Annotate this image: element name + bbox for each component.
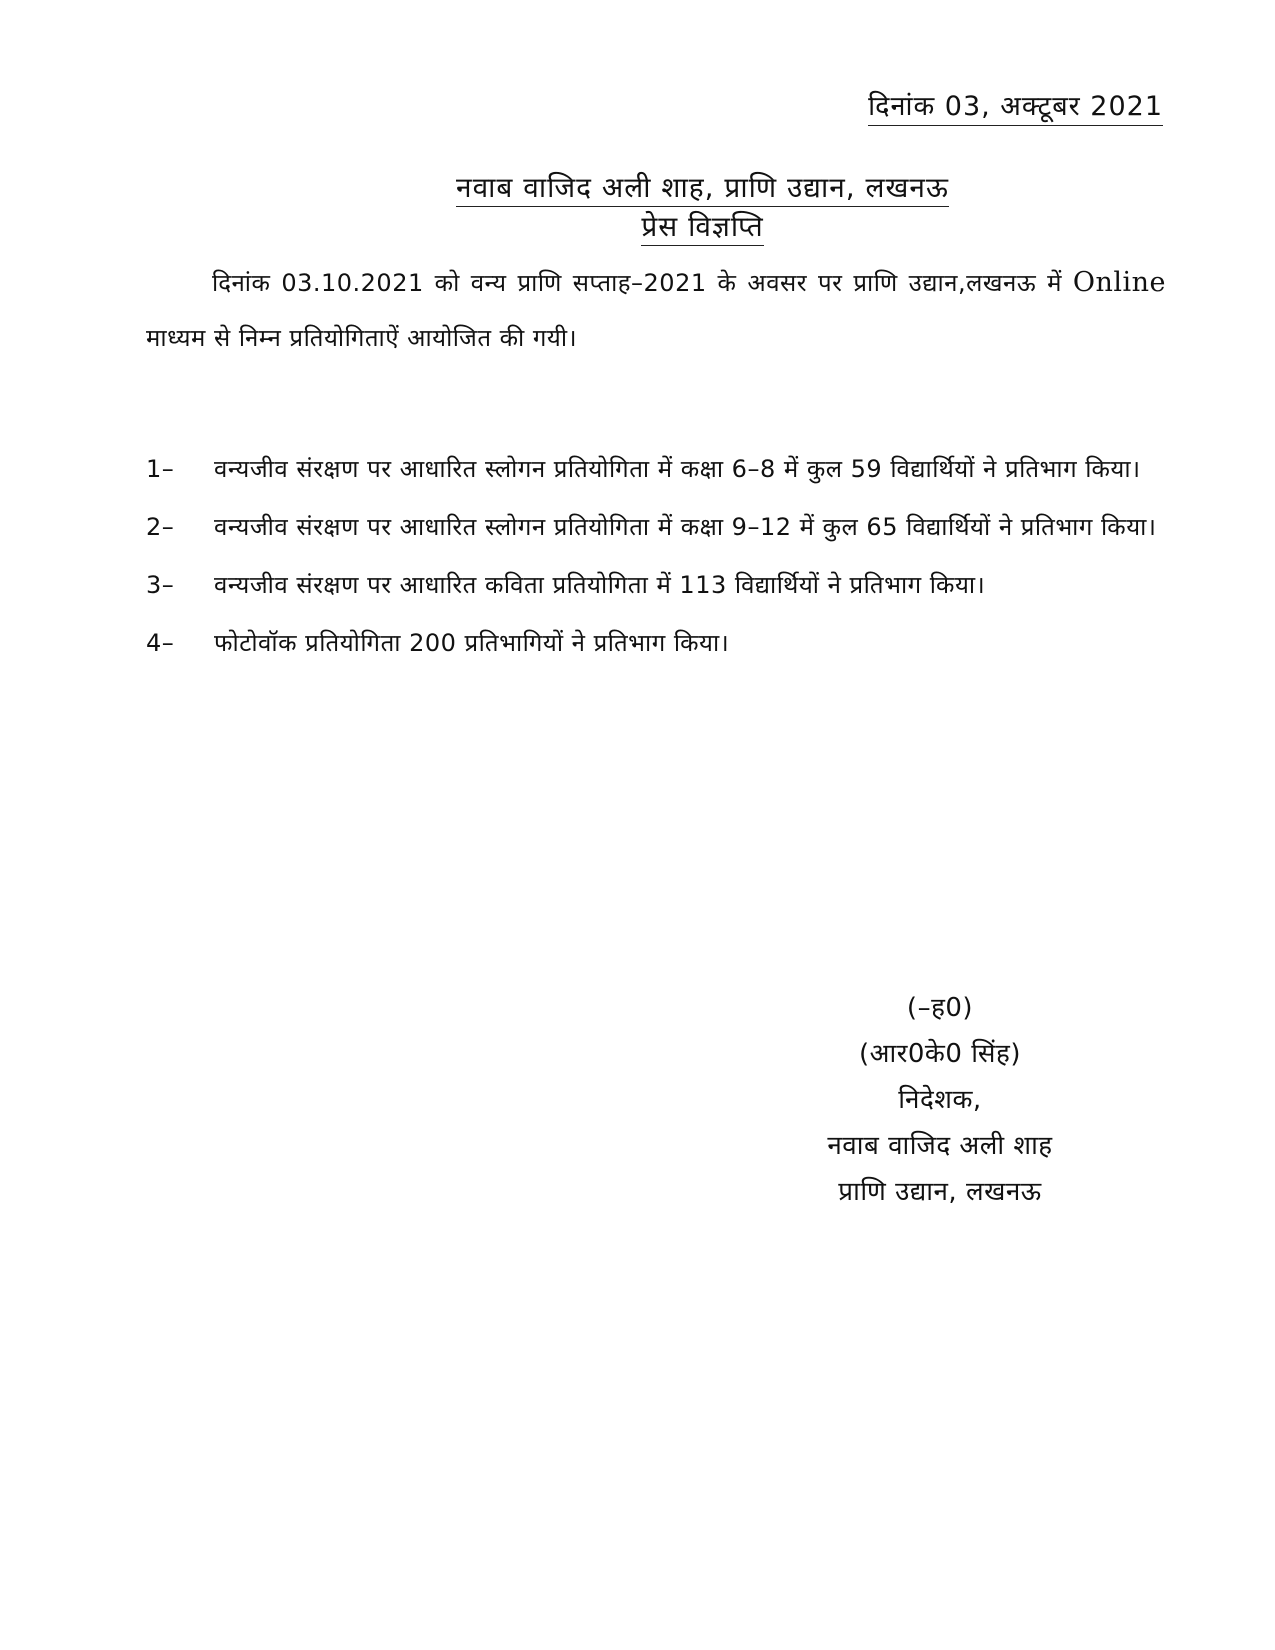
list-item-number: 3– [146,571,175,599]
signatory-org-line1: नवाब वाजिद अली शाह [827,1131,1053,1161]
list-item-number: 2– [146,513,175,541]
signatory-org-line2: प्राणि उद्यान, लखनऊ [838,1177,1042,1207]
list-item-number: 4– [146,629,175,657]
organization-heading: नवाब वाजिद अली शाह, प्राणि उद्यान, लखनऊ [456,172,949,207]
competition-list [146,440,1166,672]
subheading-wrap [0,211,1275,246]
signature-block [760,985,1120,1215]
list-item [146,440,1166,498]
list-item-text: वन्यजीव संरक्षण पर आधारित स्लोगन प्रतियोगिता में कक्षा 6–8 में कुल 59 विद्यार्थियों ने प्रतिभाग किया। [214,455,1141,483]
list-item [146,556,1166,614]
heading-block [0,172,1275,246]
intro-paragraph [146,255,1166,366]
press-release-title: प्रेस विज्ञप्ति [641,211,763,246]
intro-online-word: Online [1072,267,1166,298]
list-item [146,498,1166,556]
list-item [146,614,1166,672]
intro-text-before: दिनांक 03.10.2021 को वन्य प्राणि सप्ताह–2021 के अवसर पर प्राणि उद्यान,लखनऊ में [212,269,1073,297]
signatory-designation: निदेशक, [898,1085,982,1115]
list-item-text: वन्यजीव संरक्षण पर आधारित स्लोगन प्रतियोगिता में कक्षा 9–12 में कुल 65 विद्यार्थियों ने प्रतिभाग किया। [214,513,1157,541]
list-item-number: 1– [146,455,175,483]
intro-text-after: माध्यम से निम्न प्रतियोगिताऐं आयोजित की गयी। [146,324,578,352]
list-item-text: फोटोवॉक प्रतियोगिता 200 प्रतिभागियों ने प्रतिभाग किया। [214,629,730,657]
list-item-text: वन्यजीव संरक्षण पर आधारित कविता प्रतियोगिता में 113 विद्यार्थियों ने प्रतिभाग किया। [214,571,986,599]
signatory-name: (आर0के0 सिंह) [859,1039,1021,1069]
date-line: दिनांक 03, अक्टूबर 2021 [868,92,1163,126]
signed-mark: (–ह0) [906,993,974,1023]
